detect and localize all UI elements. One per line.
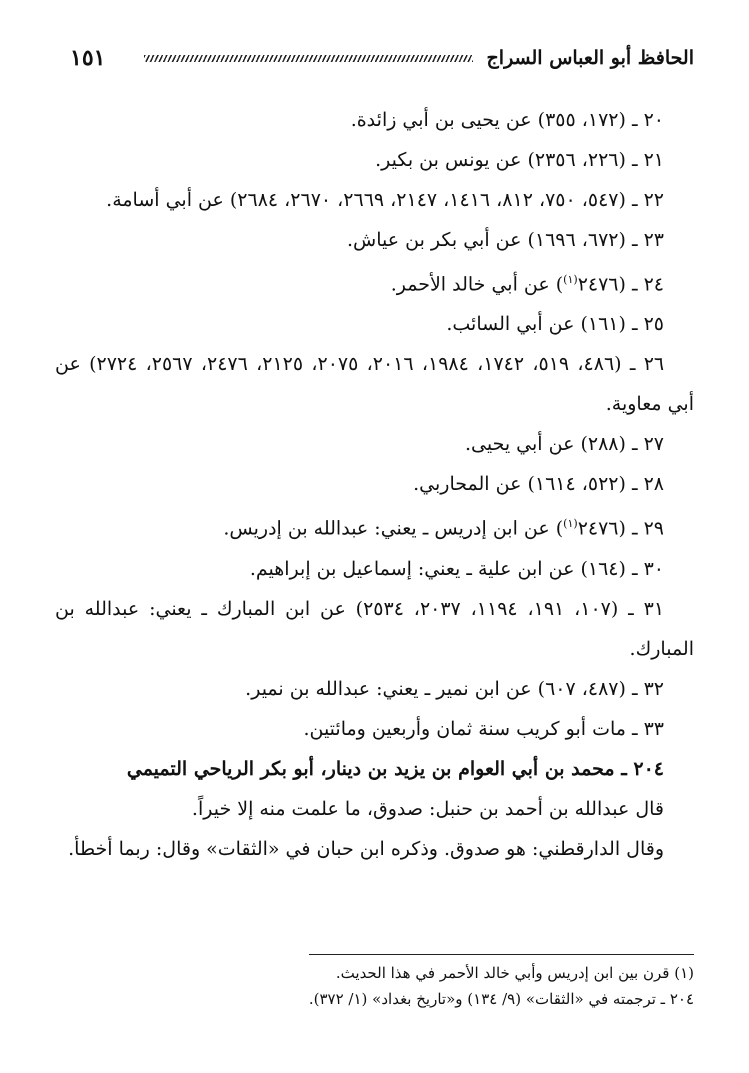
item-text-end: ) عن أبي خالد الأحمر. <box>390 273 564 296</box>
list-item: ٢١ ـ (٢٢٦، ٢٣٥٦) عن يونس بن بكير. <box>375 149 664 171</box>
item-text-start: ٢٤ ـ (٢٤٧٦ <box>577 273 664 296</box>
biography-heading: ٢٠٤ ـ محمد بن أبي العوام بن يزيد بن دينار، أبو بكر الرياحي التميمي <box>126 757 664 780</box>
list-item: ٢٥ ـ (١٦١) عن أبي السائب. <box>446 313 664 336</box>
footnote-ref[interactable]: (١) <box>563 273 578 286</box>
list-item: ٢٦ ـ (٤٨٦، ٥١٩، ١٧٤٢، ١٩٨٤، ٢٠١٦، ٢٠٧٥، ٢١٢٥، ٢٤٧٦، ٢٥٦٧، ٢٧٢٤) عن أبي معاوية. <box>55 353 694 416</box>
list-item: ٣١ ـ (١٠٧، ١٩١، ١١٩٤، ٢٠٣٧، ٢٥٣٤) عن ابن المبارك ـ يعني: عبدالله بن المبارك. <box>55 597 694 660</box>
list-item <box>55 504 694 548</box>
list-item: ٢٨ ـ (٥٢٢، ١٦١٤) عن المحاربي. <box>413 473 664 496</box>
footnote-ref[interactable]: (١) <box>563 517 578 531</box>
list-item <box>55 260 694 304</box>
footnote-divider <box>309 954 694 955</box>
list-item: ٢٣ ـ (٦٧٢، ١٦٩٦) عن أبي بكر بن عياش. <box>346 229 664 251</box>
item-text-start: ٢٩ ـ (٢٤٧٦ <box>577 517 664 540</box>
list-item: ٢٧ ـ (٢٨٨) عن أبي يحيى. <box>464 433 664 456</box>
list-item: ٢٠ ـ (١٧٢، ٣٥٥) عن يحيى بن أبي زائدة. <box>350 109 664 131</box>
biography-line: قال عبدالله بن أحمد بن حنبل: صدوق، ما علمت منه إلا خيراً. <box>191 797 664 820</box>
body-text <box>55 100 694 869</box>
list-item: ٣٢ ـ (٤٨٧، ٦٠٧) عن ابن نمير ـ يعني: عبدالله بن نمير. <box>245 677 664 700</box>
running-title: الحافظ أبو العباس السراج <box>486 47 694 69</box>
biography-line: وقال الدارقطني: هو صدوق. وذكره ابن حبان في «الثقات» وقال: ربما أخطأ. <box>68 837 664 860</box>
item-text-end: ) عن ابن إدريس ـ يعني: عبدالله بن إدريس. <box>223 517 564 540</box>
footnote: ٢٠٤ ـ ترجمته في «الثقات» (٩/ ١٣٤) و«تاريخ بغداد» (١/ ٣٧٢). <box>308 990 694 1008</box>
list-item: ٣٠ ـ (١٦٤) عن ابن علية ـ يعني: إسماعيل بن إبراهيم. <box>249 557 664 580</box>
list-item: ٢٢ ـ (٥٤٧، ٧٥٠، ٨١٢، ١٤١٦، ٢١٤٧، ٢٦٦٩، ٢٦٧٠، ٢٦٨٤) عن أبي أسامة. <box>106 189 664 211</box>
page-header <box>70 40 694 76</box>
footnotes <box>55 960 694 1012</box>
list-item: ٣٣ ـ مات أبو كريب سنة ثمان وأربعين ومائتين. <box>303 717 664 740</box>
page-number: ١٥١ <box>70 45 106 71</box>
footnote: (١) قرن بين ابن إدريس وأبي خالد الأحمر في هذا الحديث. <box>335 964 694 982</box>
header-decorative-rule <box>144 55 473 62</box>
